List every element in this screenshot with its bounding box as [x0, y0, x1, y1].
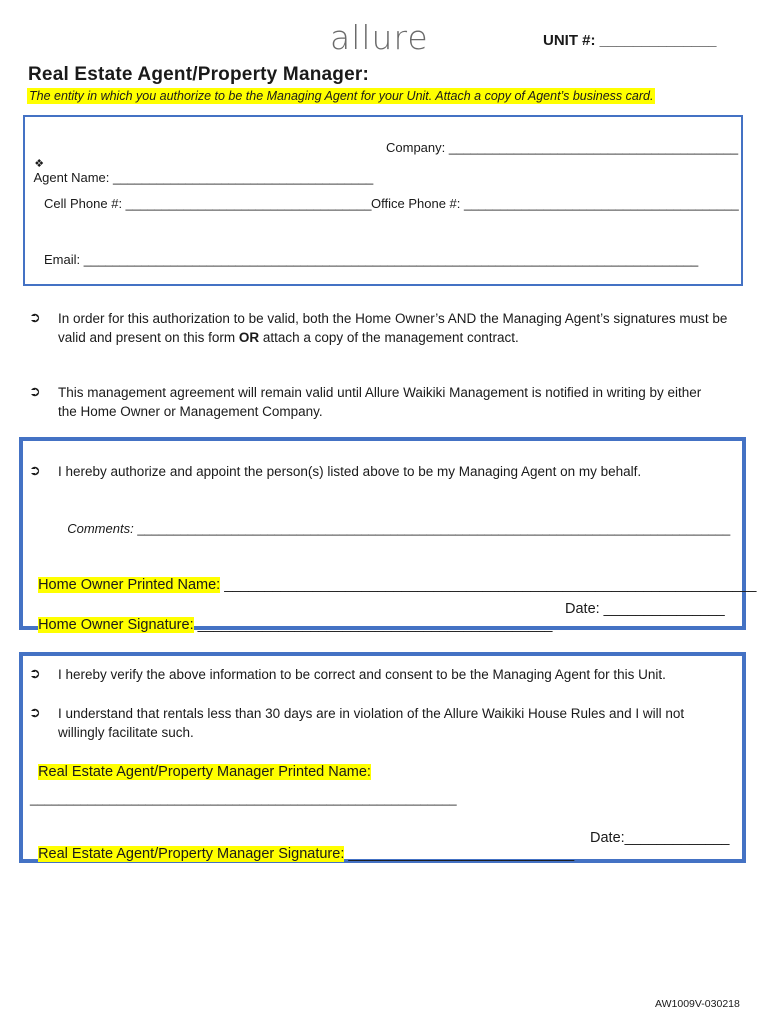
company-field[interactable]: Company: ________________________________________	[386, 140, 739, 155]
arrow-bullet-icon: ➲	[29, 665, 41, 681]
owner-printed-name-field[interactable]: __________________________________________________________________	[220, 577, 757, 593]
agent-name-row	[27, 140, 373, 185]
comments-row	[60, 506, 730, 536]
rentals-statement: I understand that rentals less than 30 days are in violation of the Allure Waikiki House Rules and I will not willingly facilitate such.	[58, 706, 685, 740]
arrow-bullet-icon: ➲	[29, 383, 41, 399]
comments-label: Comments:	[67, 521, 138, 536]
agent-printed-name-field[interactable]: ___________________________________________________________	[30, 791, 457, 806]
page-subtitle: The entity in which you authorize to be the Managing Agent for your Unit. Attach a copy of Agent’s business card.	[29, 89, 654, 103]
owner-signature-row	[30, 601, 552, 633]
page-title: Real Estate Agent/Property Manager:	[28, 64, 369, 85]
agent-name-field[interactable]: Agent Name: ____________________________________	[33, 170, 374, 185]
office-phone-field[interactable]: Office Phone #: ______________________________________	[371, 196, 739, 211]
arrow-bullet-icon: ➲	[29, 462, 41, 478]
notice-validity: In order for this authorization to be valid, both the Home Owner’s AND the Managing Agent’s signatures must be valid and present on this form OR attach a copy of the management contract.	[58, 311, 728, 345]
owner-date-field[interactable]: Date: _______________	[565, 601, 725, 617]
unit-number-field[interactable]: UNIT #: ______________	[543, 32, 717, 49]
comments-field[interactable]: __________________________________________________________________________________	[137, 521, 731, 536]
form-code: AW1009V-030218	[655, 998, 740, 1010]
cell-phone-field[interactable]: Cell Phone #: __________________________________	[44, 196, 372, 211]
owner-signature-field[interactable]: ____________________________________________	[193, 617, 553, 633]
allure-logo: allure	[330, 18, 429, 57]
arrow-bullet-icon: ➲	[29, 704, 41, 720]
agent-signature-row	[30, 830, 574, 862]
authorize-statement: I hereby authorize and appoint the person(s) listed above to be my Managing Agent on my behalf.	[58, 464, 642, 479]
owner-printed-name-label: Home Owner Printed Name:	[38, 577, 221, 593]
agent-printed-name-label: Real Estate Agent/Property Manager Printed Name:	[38, 764, 371, 780]
agent-date-field[interactable]: Date:_____________	[590, 830, 730, 846]
arrow-bullet-icon: ➲	[29, 309, 41, 325]
owner-printed-name-row	[30, 561, 756, 593]
owner-signature-label: Home Owner Signature:	[38, 617, 194, 633]
notice-duration: This management agreement will remain valid until Allure Waikiki Management is notified in writing by either the Home Owner or Management Company.	[58, 385, 702, 419]
email-field[interactable]: Email: _____________________________________________________________________________________	[44, 252, 699, 267]
diamond-bullet-icon: ❖	[34, 158, 45, 170]
verify-statement: I hereby verify the above information to be correct and consent to be the Managing Agent for this Unit.	[58, 667, 666, 682]
agent-signature-label: Real Estate Agent/Property Manager Signature:	[38, 846, 345, 862]
agent-signature-field[interactable]: ____________________________	[344, 846, 575, 862]
